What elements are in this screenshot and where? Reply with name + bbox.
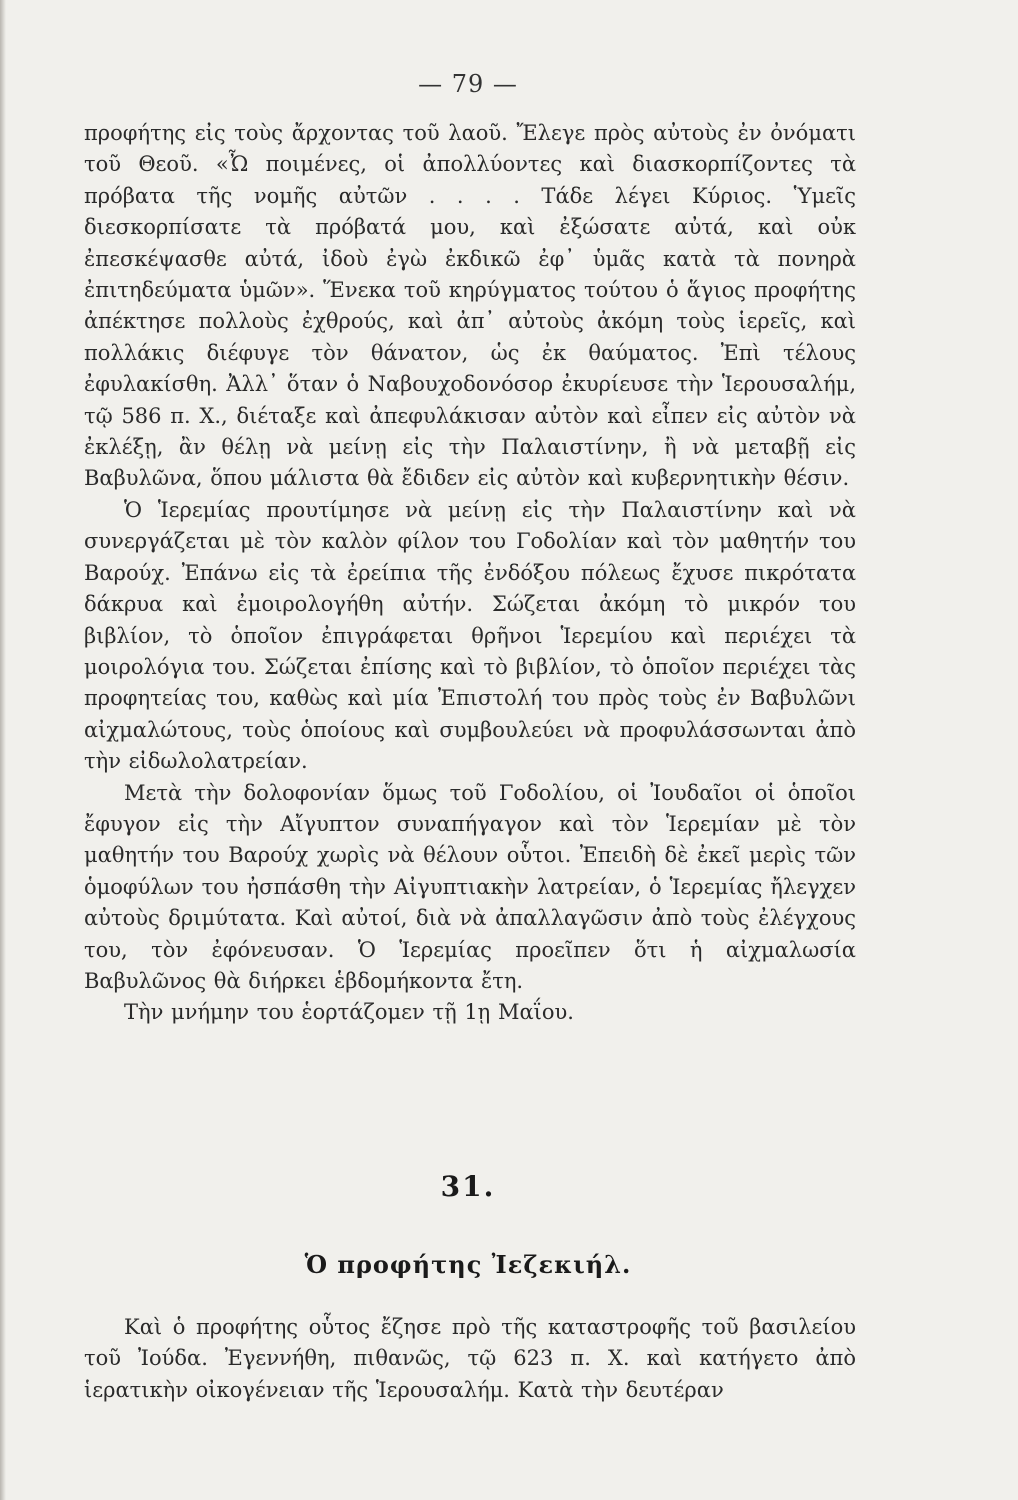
paragraph-2: Ὁ Ἱερεμίας προυτίμησε νὰ μείνῃ εἰς τὴν Παλαιστίνην καὶ νὰ συνεργάζεται μὲ τὸν καλὸν φίλον του Γοδολίαν καὶ τὸν μαθητήν του Βαρούχ. Ἐπάνω εἰς τὰ ἐρείπια τῆς ἐνδόξου πόλεως ἔχυσε πικρότατα δάκρυα καὶ ἐμοιρολογήθη αὐτήν. Σώζεται ἀκόμη τὸ μικρόν του βιβλίον, τὸ ὁποῖον ἐπιγράφεται θρῆνοι Ἱερεμίου καὶ περιέχει τὰ μοιρολόγια του. Σώζεται ἐπίσης καὶ τὸ βιβλίον, τὸ ὁποῖον περιέχει τὰς προφητείας του, καθὼς καὶ μία Ἐπιστολή του πρὸς τοὺς ἐν Βαβυλῶνι αἰχμαλώτους, τοὺς ὁποίους καὶ συμβουλεύει νὰ προφυλάσσωνται ἀπὸ τὴν εἰδωλολατρείαν. xyxy=(84,497,856,774)
paragraph-4: Τὴν μνήμην του ἑορτάζομεν τῇ 1ῃ Μαΐου. xyxy=(124,1000,574,1025)
paragraph-3: Μετὰ τὴν δολοφονίαν ὅμως τοῦ Γοδολίου, οἱ Ἰουδαῖοι οἱ ὁποῖοι ἔφυγον εἰς τὴν Αἴγυπτον συναπήγαγον καὶ τὸν Ἱερεμίαν μὲ τὸν μαθητήν του Βαρούχ χωρὶς νὰ θέλουν οὗτοι. Ἐπειδὴ δὲ ἐκεῖ μερὶς τῶν ὁμοφύλων του ἠσπάσθη τὴν Αἰγυπτιακὴν λατρείαν, ὁ Ἱερεμίας ἤλεγχεν αὐτοὺς δριμύτατα. Καὶ αὐτοί, διὰ νὰ ἀπαλλαγῶσιν ἀπὸ τοὺς ἐλέγχους του, τὸν ἐφόνευσαν. Ὁ Ἱερεμίας προεῖπεν ὅτι ἡ αἰχμαλωσία Βαβυλῶνος θὰ διήρκει ἑβδομήκοντα ἔτη. xyxy=(84,780,856,993)
section-text xyxy=(84,1312,856,1406)
section-paragraph-1: Καὶ ὁ προφήτης οὗτος ἔζησε πρὸ τῆς καταστροφῆς τοῦ βασιλείου τοῦ Ἰούδα. Ἐγεννήθη, πιθανῶς, τῷ 623 π. Χ. καὶ κατήγετο ἀπὸ ἱερατικὴν οἰκογένειαν τῆς Ἱερουσαλήμ. Κατὰ τὴν δευτέραν xyxy=(84,1315,856,1402)
section-title: Ὁ προφήτης Ἰεζεκιήλ. xyxy=(304,1250,632,1279)
paragraph-1: προφήτης εἰς τοὺς ἄρχοντας τοῦ λαοῦ. Ἔλεγε πρὸς αὐτοὺς ἐν ὀνόματι τοῦ Θεοῦ. «Ὦ ποιμένες, οἱ ἀπολλύοντες καὶ διασκορπίζοντες τὰ πρόβατα τῆς νομῆς αὐτῶν . . . . Τάδε λέγει Κύριος. Ὑμεῖς διεσκορπίσατε τὰ πρόβατά μου, καὶ ἐξώσατε αὐτά, καὶ οὐκ ἐπεσκέψασθε αὐτά, ἰδοὺ ἐγὼ ἐκδικῶ ἐφ᾽ ὑμᾶς κατὰ τὰ πονηρὰ ἐπιτηδεύματα ὑμῶν». Ἕνεκα τοῦ κηρύγματος τούτου ὁ ἅγιος προφήτης ἀπέκτησε πολλοὺς ἐχθρούς, καὶ ἀπ᾽ αὐτοὺς ἀκόμη τοὺς ἱερεῖς, καὶ πολλάκις διέφυγε τὸν θάνατον, ὡς ἐκ θαύματος. Ἐπὶ τέλους ἐφυλακίσθη. Ἀλλ᾽ ὅταν ὁ Ναβουχοδονόσορ ἐκυρίευσε τὴν Ἱερουσαλήμ, τῷ 586 π. Χ., διέταξε καὶ ἀπεφυλάκισαν αὐτὸν καὶ εἶπεν εἰς αὐτὸν νὰ ἐκλέξῃ, ἂν θέλῃ νὰ μείνῃ εἰς τὴν Παλαιστίνην, ἢ νὰ μεταβῇ εἰς Βαβυλῶνα, ὅπου μάλιστα θὰ ἔδιδεν εἰς αὐτὸν καὶ κυβερνητικὴν θέσιν. xyxy=(84,121,856,491)
main-text xyxy=(84,118,856,1029)
page-number: — 79 — xyxy=(418,70,518,98)
section-number: 31. xyxy=(440,1170,496,1203)
